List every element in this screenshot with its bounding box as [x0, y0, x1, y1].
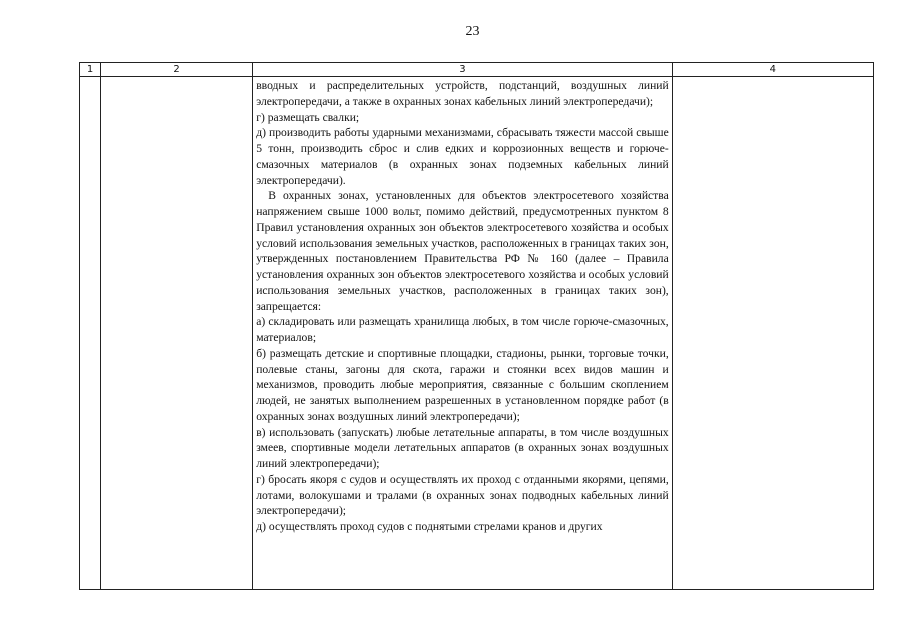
page-number: 23 [465, 24, 480, 39]
column-header-2: 2 [101, 63, 253, 77]
paragraph-item-v-aircraft: в) использовать (запускать) любые летательные аппараты, в том числе воздушных змеев, спортивные модели летательных аппаратов (в охранных зонах воздушных линий электропередачи); [256, 425, 669, 470]
paragraph-item-g-dumps: г) размещать свалки; [256, 110, 360, 124]
column-header-4: 4 [672, 63, 873, 77]
column-header-3: 3 [253, 63, 673, 77]
cell-col4 [672, 77, 873, 590]
cell-col2 [101, 77, 253, 590]
paragraph-item-b-playgrounds: б) размещать детские и спортивные площадки, стадионы, рынки, торговые точки, полевые станы, загоны для скота, гаражи и стоянки всех видов машин и механизмов, проводить любые мероприятия, связанные с большим скоплением людей, не занятых выполнением разрешенных в установленном порядке работ (в охранных зонах воздушных линий электропередачи); [256, 346, 669, 423]
paragraph-item-a-storage: а) складировать или размещать хранилища любых, в том числе горюче-смазочных, материалов; [256, 315, 669, 344]
paragraph-item-d-impact-works: д) производить работы ударными механизмами, сбрасывать тяжести массой свыше 5 тонн, производить сброс и слив едких и коррозионных веществ и горюче-смазочных материалов (в охранных зонах подземных кабельных линий электропередачи). [256, 126, 669, 187]
paragraph-item-g-anchors: г) бросать якоря с судов и осуществлять их проход с отданными якорями, цепями, лотами, волокушами и тралами (в охранных зонах подводных кабельных линий электропередачи); [256, 472, 669, 518]
paragraph-high-voltage-zones: В охранных зонах, установленных для объектов электросетевого хозяйства напряжением свыше 1000 вольт, помимо действий, предусмотренных пунктом 8 Правил установления охранных зон объектов электросетевого хозяйства и особых условий использования земельных участков, расположенных в границах таких зон, утвержденных постановлением Правительства РФ № 160 (далее – Правила установления охранных зон объектов электросетевого хозяйства и особых условий использования земельных участков, расположенных в границах таких зон), запрещается: [256, 189, 669, 313]
paragraph-continuation: вводных и распределительных устройств, подстанций, воздушных линий электропередачи, а также в охранных зонах кабельных линий электропередачи); [256, 79, 669, 108]
cell-col1 [80, 77, 101, 590]
table-row [80, 77, 874, 590]
document-table [79, 62, 874, 590]
column-header-1: 1 [80, 63, 101, 77]
cell-col3 [253, 77, 673, 590]
table-header-row [80, 63, 874, 77]
paragraph-item-d-ship-passage: д) осуществлять проход судов с поднятыми стрелами кранов и других [256, 520, 603, 533]
